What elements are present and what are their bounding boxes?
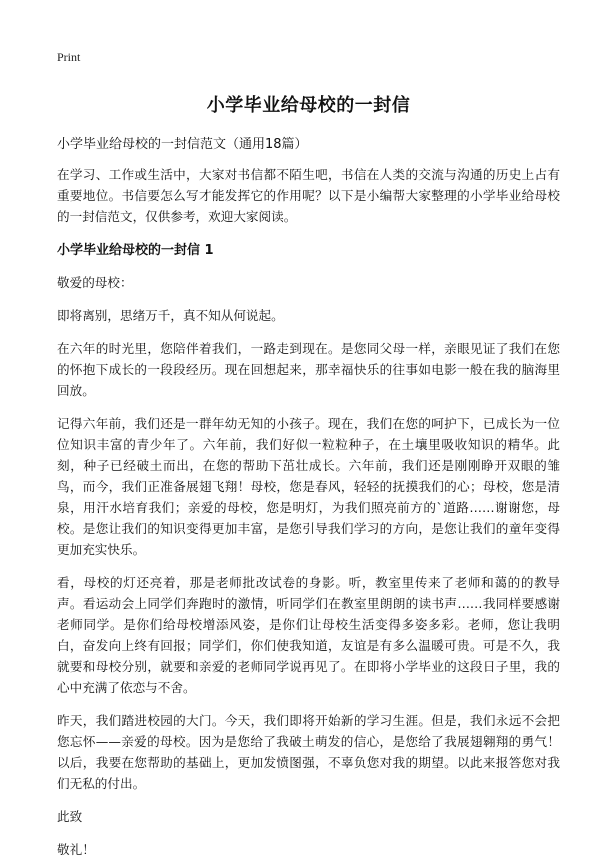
print-link[interactable]: Print [57, 50, 81, 64]
page-title: 小学毕业给母校的一封信 [206, 95, 411, 116]
salutation: 敬爱的母校： [57, 275, 133, 290]
body-paragraph: 即将离别，思绪万千，真不知从何说起。 [57, 308, 284, 323]
body-paragraph: 在六年的时光里，您陪伴着我们，一路走到现在。是您同父母一样，亲眼见证了我们在您的怀抱下成长的一段段经历。现在回想起来，那幸福快乐的往事如电影一般在我的脑海里回放。 [57, 341, 560, 398]
closing-line: 此致 [57, 809, 83, 824]
body-paragraph: 昨天，我们踏进校园的大门。今天，我们即将开始新的学习生涯。但是，我们永远不会把您忘怀——亲爱的母校。因为是您给了我破土萌发的信心，是您给了我展翅翱翔的勇气！以后，我要在您帮助的基础上，更加发愤图强，不辜负您对我的期望。以此来报答您对我们无私的付出。 [57, 713, 560, 791]
document-subtitle: 小学毕业给母校的一封信范文（通用18篇） [57, 137, 308, 152]
body-paragraph: 看，母校的灯还亮着，那是老师批改试卷的身影。听，教室里传来了老师和蔼的的教导声。看运动会上同学们奔跑时的激情，听同学们在教室里朗朗的读书声……我同样要感谢老师同学。是你们给母校增添风姿，是你们让母校生活变得多姿多彩。老师，您让我明白，奋发向上终有回报；同学们，你们使我知道，友谊是有多么温暖可贵。可是不久，我就要和母校分别，就要和亲爱的老师同学说再见了。在即将小学毕业的这段日子里，我的心中充满了依恋与不舍。 [57, 575, 560, 695]
body-paragraph: 记得六年前，我们还是一群年幼无知的小孩子。现在，我们在您的呵护下，已成长为一位位知识丰富的青少年了。六年前，我们好似一粒粒种子，在土壤里吸收知识的精华。此刻，种子已经破土而出，在您的帮助下茁壮成长。六年前，我们还是刚刚睁开双眼的雏鸟，而今，我们正准备展翅飞翔！母校，您是春风，轻轻的抚摸我们的心；母校，您是清泉，用汗水培育我们；亲爱的母校，您是明灯，为我们照亮前方的`道路……谢谢您，母校。是您让我们的知识变得更加丰富，是您引导我们学习的方向，是您让我们的童年变得更加充实快乐。 [57, 416, 560, 557]
closing-salute: 敬礼！ [57, 842, 95, 857]
intro-paragraph: 在学习、工作或生活中，大家对书信都不陌生吧，书信在人类的交流与沟通的历史上占有重要地位。书信要怎么写才能发挥它的作用呢？以下是小编帮大家整理的小学毕业给母校的一封信范文，仅供参考，欢迎大家阅读。 [57, 167, 560, 224]
section-heading: 小学毕业给母校的一封信 1 [57, 243, 214, 258]
